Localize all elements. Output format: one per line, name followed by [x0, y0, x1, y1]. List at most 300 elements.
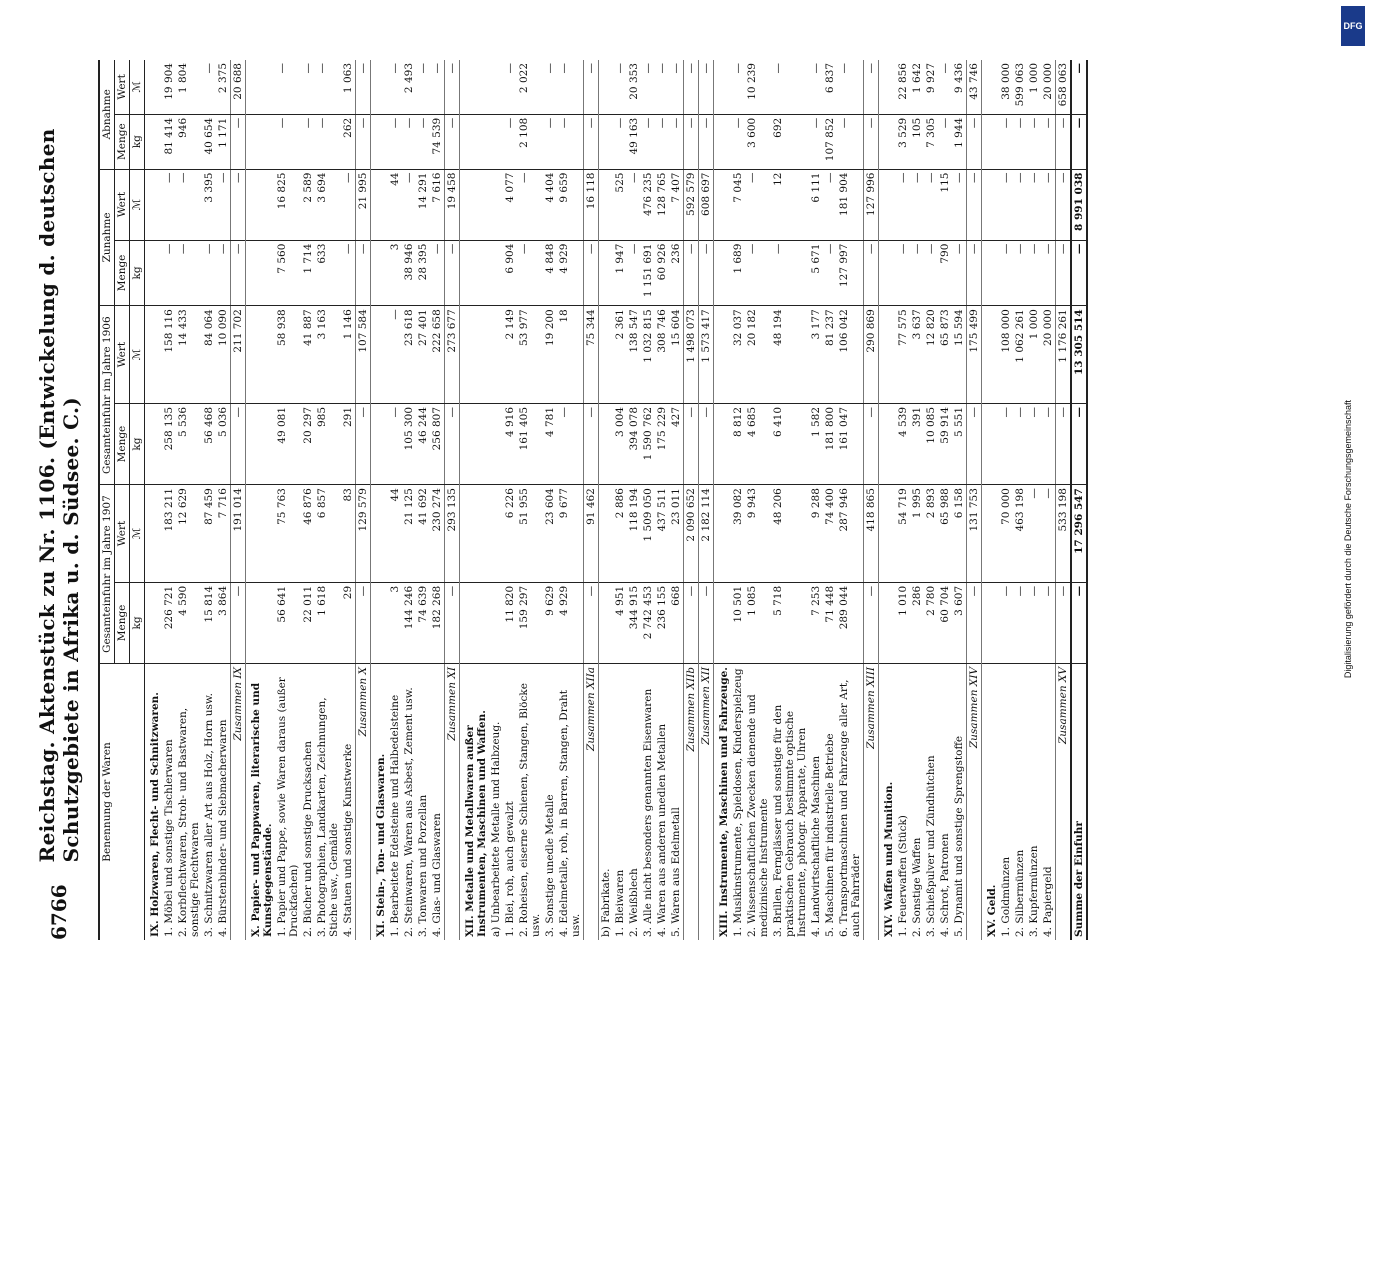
- cell-value: —: [699, 403, 714, 484]
- cell-value: 9 677: [557, 485, 584, 583]
- cell-value: —: [231, 582, 246, 663]
- cell-value: —: [202, 240, 216, 306]
- row-label: Zusammen XIIb: [684, 664, 699, 941]
- cell-value: —: [745, 169, 771, 240]
- cell-value: —: [231, 403, 246, 484]
- row-label: 1. Papier und Pappe, sowie Waren daraus (außer Druckfachen): [276, 677, 300, 937]
- cell-value: 20 688: [231, 60, 246, 114]
- cell-value: 20 000: [1041, 60, 1056, 114]
- cell-value: —: [910, 169, 924, 240]
- cell-value: 1 590 762: [641, 403, 655, 484]
- table-row: [301, 60, 315, 940]
- cell-value: —: [176, 169, 202, 240]
- cell-value: 108 000: [999, 306, 1013, 404]
- row-label: 1. Feuerwaffen (Stück): [897, 815, 909, 937]
- cell-value: [246, 306, 276, 404]
- wert-header: Wert: [115, 169, 130, 240]
- cell-value: —: [341, 169, 356, 240]
- cell-value: —: [1056, 582, 1072, 663]
- cell-value: —: [1013, 169, 1027, 240]
- cell-value: 19 458: [445, 169, 460, 240]
- section-row: [145, 60, 163, 940]
- cell-value: 115: [938, 169, 952, 240]
- cell-value: 2 108: [517, 114, 543, 169]
- cell-value: 32 037: [731, 306, 745, 404]
- table-row: [999, 60, 1013, 940]
- cell-value: 1 947: [613, 240, 627, 306]
- cell-value: [599, 240, 614, 306]
- cell-value: [145, 60, 163, 114]
- cell-value: —: [641, 60, 655, 114]
- row-label: 1. Bleiwaren: [614, 869, 626, 937]
- cell-value: 533 198: [1056, 485, 1072, 583]
- row-label: 4. Landwirtschaftliche Maschinen: [810, 755, 822, 937]
- cell-value: —: [445, 114, 460, 169]
- cell-value: —: [967, 582, 982, 663]
- cell-value: [489, 169, 503, 240]
- cell-value: 1 642: [910, 60, 924, 114]
- row-label: 4. Edelmetalle, roh, in Barren, Stangen, Draht usw.: [558, 690, 582, 937]
- cell-value: 12: [771, 169, 809, 240]
- cell-value: 12 820: [924, 306, 938, 404]
- cell-value: 175 499: [967, 306, 982, 404]
- section-row: [879, 60, 897, 940]
- row-label: 5. Waren aus Edelmetall: [670, 807, 682, 937]
- cell-value: 226 721: [162, 582, 176, 663]
- row-label: Zusammen X: [356, 664, 371, 941]
- cell-value: —: [557, 114, 584, 169]
- cell-value: 2 780: [924, 582, 938, 663]
- cell-value: 181 904: [837, 169, 864, 240]
- cell-value: [145, 306, 163, 404]
- cell-value: 14 291: [416, 169, 430, 240]
- cell-value: 525: [613, 169, 627, 240]
- cell-value: [879, 240, 897, 306]
- cell-value: 5 036: [216, 403, 231, 484]
- cell-value: 7 253: [809, 582, 823, 663]
- cell-value: 27 401: [416, 306, 430, 404]
- cell-value: [489, 306, 503, 404]
- row-label: 2. Silbermünzen: [1014, 849, 1026, 937]
- cell-value: 1 582: [809, 403, 823, 484]
- cell-value: —: [1071, 240, 1087, 306]
- cell-value: 1 151 691: [641, 240, 655, 306]
- cell-value: [371, 306, 389, 404]
- table-row: [341, 60, 356, 940]
- cell-value: 394 078: [627, 403, 641, 484]
- row-label: XIV. Waffen und Munition.: [883, 781, 895, 937]
- cell-value: 56 468: [202, 403, 216, 484]
- cell-value: 4 077: [503, 169, 517, 240]
- cell-value: [599, 60, 614, 114]
- cell-value: 7 716: [216, 485, 231, 583]
- cell-value: 262: [341, 114, 356, 169]
- cell-value: 183 211: [162, 485, 176, 583]
- cell-value: 286: [910, 582, 924, 663]
- cell-value: —: [315, 60, 341, 114]
- cell-value: [145, 403, 163, 484]
- cell-value: —: [999, 582, 1013, 663]
- row-label: 3. Alle nicht besonders genannten Eisenwaren: [642, 688, 654, 937]
- cell-value: [246, 240, 276, 306]
- cell-value: 41 887: [301, 306, 315, 404]
- table-row: [416, 60, 430, 940]
- cell-value: —: [315, 114, 341, 169]
- cell-value: 391: [910, 403, 924, 484]
- row-label: 3. Schnitzwaren aller Art aus Holz, Horn usw.: [203, 693, 215, 937]
- cell-value: —: [1013, 114, 1027, 169]
- cell-value: —: [557, 403, 584, 484]
- cell-value: 20 297: [301, 403, 315, 484]
- cell-value: 23 011: [669, 485, 684, 583]
- cell-value: 20 182: [745, 306, 771, 404]
- cell-value: 181 800: [823, 403, 837, 484]
- cell-value: 1 804: [176, 60, 202, 114]
- cell-value: 48 194: [771, 306, 809, 404]
- table-row: [176, 60, 202, 940]
- cell-value: —: [699, 60, 714, 114]
- cell-value: 74 639: [416, 582, 430, 663]
- cell-value: —: [162, 240, 176, 306]
- cell-value: —: [388, 403, 402, 484]
- cell-value: —: [967, 114, 982, 169]
- subtotal-row: [684, 60, 699, 940]
- cell-value: 75 344: [584, 306, 599, 404]
- cell-value: 60 926: [655, 240, 669, 306]
- cell-value: 5 551: [952, 403, 967, 484]
- section-row: [489, 60, 503, 940]
- cell-value: [714, 114, 732, 169]
- cell-value: —: [388, 114, 402, 169]
- cell-value: 1 000: [1027, 60, 1041, 114]
- cell-value: [460, 169, 490, 240]
- cell-value: [982, 114, 1000, 169]
- cell-value: [982, 306, 1000, 404]
- table-row: [275, 60, 301, 940]
- cell-value: 230 274: [430, 485, 445, 583]
- cell-value: 51 955: [517, 485, 543, 583]
- cell-value: 258 135: [162, 403, 176, 484]
- unit-mark: ℳ: [130, 306, 145, 404]
- subtotal-row: [967, 60, 982, 940]
- row-label: 3. Tonwaren und Porzellan: [417, 794, 429, 937]
- cell-value: —: [864, 582, 879, 663]
- cell-value: 2 361: [613, 306, 627, 404]
- wert-header: Wert: [115, 306, 130, 404]
- cell-value: 10 501: [731, 582, 745, 663]
- subtotal-row: [1056, 60, 1072, 940]
- cell-value: —: [1027, 485, 1041, 583]
- cell-value: —: [388, 60, 402, 114]
- row-label: 3. Photographien, Landkarten, Zeichnungen, Stiche usw., Gemälde: [316, 697, 340, 937]
- cell-value: 18: [557, 306, 584, 404]
- cell-value: [489, 403, 503, 484]
- cell-value: [246, 582, 276, 663]
- cell-value: 15 814: [202, 582, 216, 663]
- cell-value: —: [341, 240, 356, 306]
- row-label: 2. Weißblech: [628, 868, 640, 937]
- cell-value: 6 857: [315, 485, 341, 583]
- cell-value: —: [517, 169, 543, 240]
- row-label: 3. Brillen, Fernglässer und sonstige für den praktischen Gebrauch bestimmte optische Instrumente, photogr. Apparate, Uhren: [772, 704, 808, 937]
- cell-value: [879, 485, 897, 583]
- cell-value: —: [924, 169, 938, 240]
- cell-value: —: [584, 582, 599, 663]
- cell-value: 3: [388, 240, 402, 306]
- row-label: 1. Goldmünzen: [1000, 856, 1012, 937]
- cell-value: 127 997: [837, 240, 864, 306]
- table-row: [823, 60, 837, 940]
- cell-value: [460, 306, 490, 404]
- cell-value: 81 414: [162, 114, 176, 169]
- cell-value: 161 405: [517, 403, 543, 484]
- row-label: 3. Schießpulver und Zündhütchen: [925, 755, 937, 937]
- cell-value: 437 511: [655, 485, 669, 583]
- row-label: b) Fabrikate.: [600, 868, 612, 937]
- cell-value: [145, 240, 163, 306]
- table-row: [952, 60, 967, 940]
- cell-value: —: [1027, 114, 1041, 169]
- cell-value: 19 904: [162, 60, 176, 114]
- cell-value: —: [176, 240, 202, 306]
- cell-value: 23 618: [402, 306, 416, 404]
- cell-value: [246, 485, 276, 583]
- cell-value: 54 719: [896, 485, 910, 583]
- cell-value: —: [445, 582, 460, 663]
- cell-value: 6 226: [503, 485, 517, 583]
- section-row: [599, 60, 614, 940]
- cell-value: 8 812: [731, 403, 745, 484]
- table-row: [669, 60, 684, 940]
- table-row: [924, 60, 938, 940]
- cell-value: —: [699, 114, 714, 169]
- row-label: IX. Holzwaren, Flecht- und Schnitzwaren.: [149, 692, 161, 937]
- cell-value: 6 837: [823, 60, 837, 114]
- row-label: Summe der Einfuhr: [1071, 664, 1087, 941]
- cell-value: 1 176 261: [1056, 306, 1072, 404]
- cell-value: 8 991 038: [1071, 169, 1087, 240]
- cell-value: 7 560: [275, 240, 301, 306]
- cell-value: [879, 114, 897, 169]
- cell-value: —: [231, 114, 246, 169]
- cell-value: —: [809, 114, 823, 169]
- cell-value: 1 085: [745, 582, 771, 663]
- cell-value: 105 300: [402, 403, 416, 484]
- cell-value: —: [557, 60, 584, 114]
- cell-value: 23 604: [543, 485, 557, 583]
- cell-value: 344 915: [627, 582, 641, 663]
- cell-value: [714, 240, 732, 306]
- cell-value: 65 988: [938, 485, 952, 583]
- cell-value: —: [745, 240, 771, 306]
- cell-value: 308 746: [655, 306, 669, 404]
- section-row: [371, 60, 389, 940]
- cell-value: —: [356, 403, 371, 484]
- cell-value: —: [1071, 60, 1087, 114]
- cell-value: —: [1027, 582, 1041, 663]
- cell-value: 287 946: [837, 485, 864, 583]
- table-row: [315, 60, 341, 940]
- cell-value: 16 825: [275, 169, 301, 240]
- cell-value: [460, 240, 490, 306]
- cell-value: 1 573 417: [699, 306, 714, 404]
- cell-value: 131 753: [967, 485, 982, 583]
- cell-value: 6 158: [952, 485, 967, 583]
- cell-value: —: [823, 240, 837, 306]
- table-row: [745, 60, 771, 940]
- row-label: X. Papier- und Pappwaren, literarische und Kunstgegenstände.: [250, 682, 274, 937]
- cell-value: —: [162, 169, 176, 240]
- cell-value: —: [388, 306, 402, 404]
- cell-value: 129 579: [356, 485, 371, 583]
- cell-value: —: [1013, 403, 1027, 484]
- cell-value: 144 246: [402, 582, 416, 663]
- cell-value: 1 498 073: [684, 306, 699, 404]
- cell-value: [246, 403, 276, 484]
- table-row: [627, 60, 641, 940]
- cell-value: 87 459: [202, 485, 216, 583]
- cell-value: [982, 169, 1000, 240]
- cell-value: 256 807: [430, 403, 445, 484]
- cell-value: [489, 240, 503, 306]
- cell-value: 138 547: [627, 306, 641, 404]
- cell-value: —: [731, 60, 745, 114]
- cell-value: 2 589: [301, 169, 315, 240]
- cell-value: —: [967, 169, 982, 240]
- cell-value: [246, 114, 276, 169]
- cell-value: [714, 60, 732, 114]
- cell-value: 4 848: [543, 240, 557, 306]
- cell-value: 1 689: [731, 240, 745, 306]
- menge-header: Menge: [115, 114, 130, 169]
- cell-value: —: [1041, 403, 1056, 484]
- subtotal-row: [445, 60, 460, 940]
- table-row: [938, 60, 952, 940]
- cell-value: 1 618: [315, 582, 341, 663]
- cell-value: —: [356, 240, 371, 306]
- cell-value: —: [1071, 582, 1087, 663]
- cell-value: 65 873: [938, 306, 952, 404]
- cell-value: 48 206: [771, 485, 809, 583]
- cell-value: —: [416, 114, 430, 169]
- cell-value: —: [684, 582, 699, 663]
- cell-value: 1 995: [910, 485, 924, 583]
- cell-value: —: [999, 240, 1013, 306]
- cell-value: —: [543, 60, 557, 114]
- cell-value: —: [669, 114, 684, 169]
- cell-value: 427: [669, 403, 684, 484]
- total-row: [1071, 60, 1087, 940]
- cell-value: 70 000: [999, 485, 1013, 583]
- cell-value: —: [731, 114, 745, 169]
- cell-value: —: [967, 403, 982, 484]
- cell-value: 2 493: [402, 60, 416, 114]
- cell-value: [982, 485, 1000, 583]
- cell-value: 2 893: [924, 485, 938, 583]
- cell-value: [460, 114, 490, 169]
- cell-value: [714, 403, 732, 484]
- cell-value: 985: [315, 403, 341, 484]
- cell-value: [489, 485, 503, 583]
- cell-value: [879, 403, 897, 484]
- page-title: Reichstag. Aktenstück zu Nr. 1106. (Entwickelung d. deutschen Schutzgebiete in Afrika u. d. Südsee. C.): [35, 128, 83, 863]
- cell-value: —: [864, 114, 879, 169]
- subtotal-row: [356, 60, 371, 940]
- cell-value: —: [445, 240, 460, 306]
- cell-value: 211 702: [231, 306, 246, 404]
- row-label: 6. Transportmaschinen und Fahrzeuge aller Art, auch Fahrräder: [838, 679, 862, 937]
- cell-value: 633: [315, 240, 341, 306]
- cell-value: —: [641, 114, 655, 169]
- row-label: Zusammen XV: [1056, 664, 1072, 941]
- table-row: [896, 60, 910, 940]
- cell-value: —: [627, 240, 641, 306]
- cell-value: 39 082: [731, 485, 745, 583]
- cell-value: —: [999, 114, 1013, 169]
- cell-value: 4 404: [543, 169, 557, 240]
- cell-value: [714, 169, 732, 240]
- cell-value: 10 085: [924, 403, 938, 484]
- cell-value: 9 436: [952, 60, 967, 114]
- cell-value: —: [1041, 169, 1056, 240]
- cell-value: [371, 240, 389, 306]
- cell-value: 222 658: [430, 306, 445, 404]
- cell-value: [145, 114, 163, 169]
- cell-value: 81 237: [823, 306, 837, 404]
- cell-value: —: [613, 114, 627, 169]
- cell-value: —: [952, 169, 967, 240]
- row-label: Zusammen XI: [445, 664, 460, 941]
- cell-value: 4 951: [613, 582, 627, 663]
- cell-value: 161 047: [837, 403, 864, 484]
- cell-value: [599, 169, 614, 240]
- cell-value: [371, 582, 389, 663]
- cell-value: 3 607: [952, 582, 967, 663]
- cell-value: 3 004: [613, 403, 627, 484]
- col-1906-header: Gesamteinfuhr im Jahre 1906: [99, 306, 115, 485]
- cell-value: [599, 582, 614, 663]
- cell-value: 11 820: [503, 582, 517, 663]
- cell-value: —: [896, 240, 910, 306]
- cell-value: 15 594: [952, 306, 967, 404]
- cell-value: —: [699, 582, 714, 663]
- cell-value: 15 604: [669, 306, 684, 404]
- cell-value: —: [430, 60, 445, 114]
- cell-value: 175 229: [655, 403, 669, 484]
- cell-value: [879, 306, 897, 404]
- row-label: 1. Musikinstrumente, Spieldosen, Kinderspielzeug: [732, 668, 744, 937]
- cell-value: —: [301, 60, 315, 114]
- wert-header: Wert: [115, 60, 130, 114]
- cell-value: 599 063: [1013, 60, 1027, 114]
- cell-value: 7 407: [669, 169, 684, 240]
- cell-value: —: [543, 114, 557, 169]
- row-label: XI. Stein-, Ton- und Glaswaren.: [375, 753, 387, 937]
- row-label: Zusammen IX: [231, 664, 246, 941]
- cell-value: 60 704: [938, 582, 952, 663]
- cell-value: 22 856: [896, 60, 910, 114]
- cell-value: [460, 485, 490, 583]
- menge-header: Menge: [115, 403, 130, 484]
- cell-value: 19 200: [543, 306, 557, 404]
- cell-value: —: [1056, 403, 1072, 484]
- cell-value: 1 146: [341, 306, 356, 404]
- cell-value: 38 000: [999, 60, 1013, 114]
- cell-value: —: [1013, 240, 1027, 306]
- cell-value: —: [356, 114, 371, 169]
- cell-value: 5 718: [771, 582, 809, 663]
- row-label: 4. Statuen und sonstige Kunstwerke: [342, 743, 354, 937]
